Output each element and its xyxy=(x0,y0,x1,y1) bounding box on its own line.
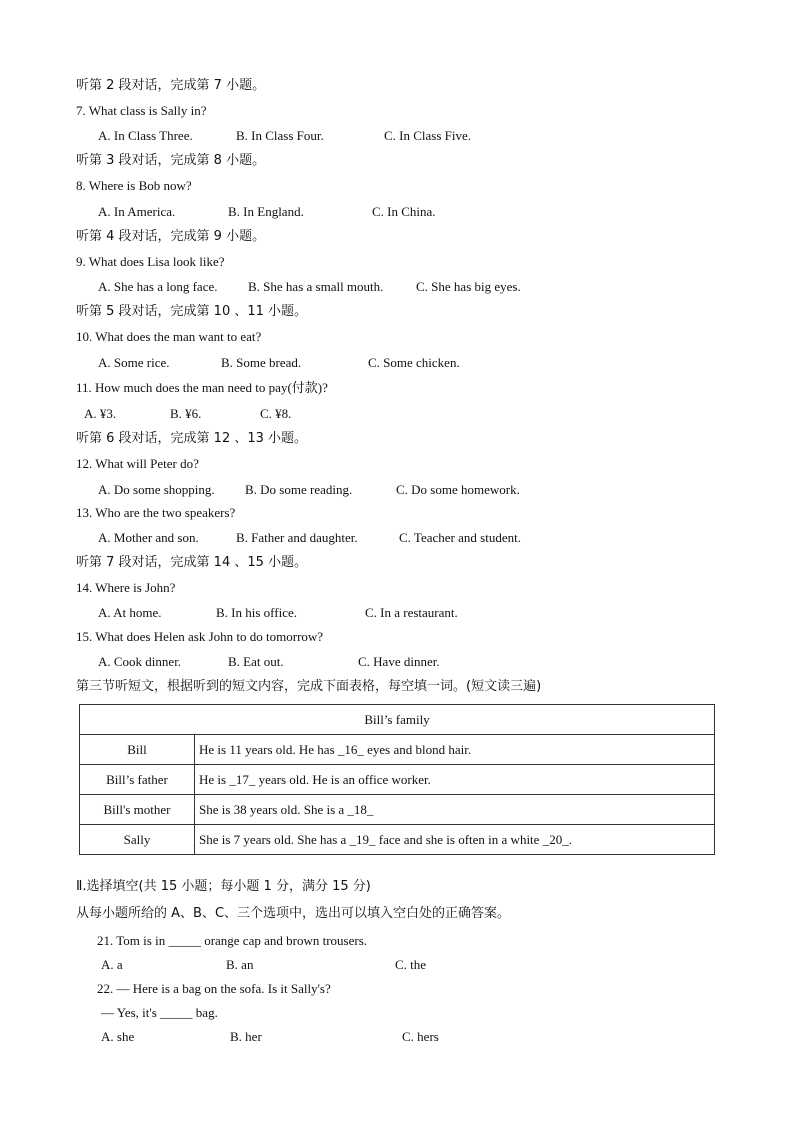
option-c: C. Teacher and student. xyxy=(399,530,521,545)
table-row xyxy=(80,795,715,825)
table-cell-name: Bill's mother xyxy=(80,795,195,825)
option-b: B. She has a small mouth. xyxy=(248,279,384,294)
option-b: B. In Class Four. xyxy=(236,128,324,143)
table-cell-desc: He is 11 years old. He has _16_ eyes and blond hair. xyxy=(195,735,715,765)
table-cell-name: Sally xyxy=(80,825,195,855)
question-stem: 22. — Here is a bag on the sofa. Is it Sally's? xyxy=(97,981,331,996)
question-reply: — Yes, it's _____ bag. xyxy=(101,1005,218,1020)
option-b: B. Do some reading. xyxy=(245,482,353,497)
option-b: B. In England. xyxy=(228,204,304,219)
option-c: C. In a restaurant. xyxy=(365,605,458,620)
table-cell-name: Bill xyxy=(80,735,195,765)
table-row xyxy=(80,825,715,855)
part2-instruction: 从每小题所给的 A、B、C、三个选项中，选出可以填入空白处的正确答案。 xyxy=(76,906,511,921)
table-cell-name: Bill’s father xyxy=(80,765,195,795)
option-a: A. Do some shopping. xyxy=(98,482,215,497)
option-a: A. she xyxy=(101,1029,135,1044)
option-a: A. Cook dinner. xyxy=(98,654,182,669)
section-instruction: 听第 4 段对话，完成第 9 小题。 xyxy=(76,229,266,244)
part2-heading: Ⅱ.选择填空(共 15 小题；每小题 1 分，满分 15 分) xyxy=(76,879,371,894)
question-stem: 12. What will Peter do? xyxy=(76,456,199,471)
question-stem: 11. How much does the man need to pay(付款)? xyxy=(76,380,328,395)
option-c: C. Do some homework. xyxy=(396,482,520,497)
option-c: C. In Class Five. xyxy=(384,128,472,143)
question-stem: 14. Where is John? xyxy=(76,580,176,595)
option-a: A. ¥3. xyxy=(84,406,117,421)
option-b: B. Father and daughter. xyxy=(236,530,358,545)
option-b: B. ¥6. xyxy=(170,406,202,421)
option-a: A. In America. xyxy=(98,204,176,219)
question-stem: 7. What class is Sally in? xyxy=(76,103,207,118)
table-cell-desc: She is 7 years old. She has a _19_ face and she is often in a white _20_. xyxy=(195,825,715,855)
table-title-row xyxy=(80,705,715,735)
section-instruction: 听第 5 段对话，完成第 10 、11 小题。 xyxy=(76,304,308,319)
section-instruction: 听第 3 段对话，完成第 8 小题。 xyxy=(76,153,266,168)
option-c: C. In China. xyxy=(372,204,436,219)
option-a: A. She has a long face. xyxy=(98,279,218,294)
table-cell-desc: He is _17_ years old. He is an office worker. xyxy=(195,765,715,795)
option-a: A. Some rice. xyxy=(98,355,170,370)
section-instruction: 听第 6 段对话，完成第 12 、13 小题。 xyxy=(76,431,308,446)
section-instruction: 听第 2 段对话，完成第 7 小题。 xyxy=(76,78,266,93)
table-cell-desc: She is 38 years old. She is a _18_ xyxy=(195,795,715,825)
option-b: B. In his office. xyxy=(216,605,297,620)
question-stem: 9. What does Lisa look like? xyxy=(76,254,225,269)
table-row xyxy=(80,765,715,795)
option-a: A. At home. xyxy=(98,605,162,620)
table-title: Bill’s family xyxy=(80,705,715,735)
option-c: C. the xyxy=(395,957,427,972)
option-a: A. Mother and son. xyxy=(98,530,199,545)
section-instruction: 听第 7 段对话，完成第 14 、15 小题。 xyxy=(76,555,308,570)
option-a: A. In Class Three. xyxy=(98,128,193,143)
option-c: C. Some chicken. xyxy=(368,355,460,370)
option-a: A. a xyxy=(101,957,123,972)
bill-family-table xyxy=(79,704,715,855)
option-b: B. Some bread. xyxy=(221,355,302,370)
option-c: C. hers xyxy=(402,1029,439,1044)
question-stem: 10. What does the man want to eat? xyxy=(76,329,262,344)
option-b: B. Eat out. xyxy=(228,654,284,669)
option-c: C. ¥8. xyxy=(260,406,292,421)
option-b: B. her xyxy=(230,1029,262,1044)
part3-instruction: 第三节听短文，根据听到的短文内容，完成下面表格，每空填一词。(短文读三遍) xyxy=(76,679,542,694)
option-c: C. Have dinner. xyxy=(358,654,440,669)
question-stem: 8. Where is Bob now? xyxy=(76,178,192,193)
question-stem: 15. What does Helen ask John to do tomorrow? xyxy=(76,629,324,644)
option-c: C. She has big eyes. xyxy=(416,279,521,294)
question-stem: 21. Tom is in _____ orange cap and brown trousers. xyxy=(97,933,367,948)
question-stem: 13. Who are the two speakers? xyxy=(76,505,236,520)
table-row xyxy=(80,735,715,765)
option-b: B. an xyxy=(226,957,254,972)
